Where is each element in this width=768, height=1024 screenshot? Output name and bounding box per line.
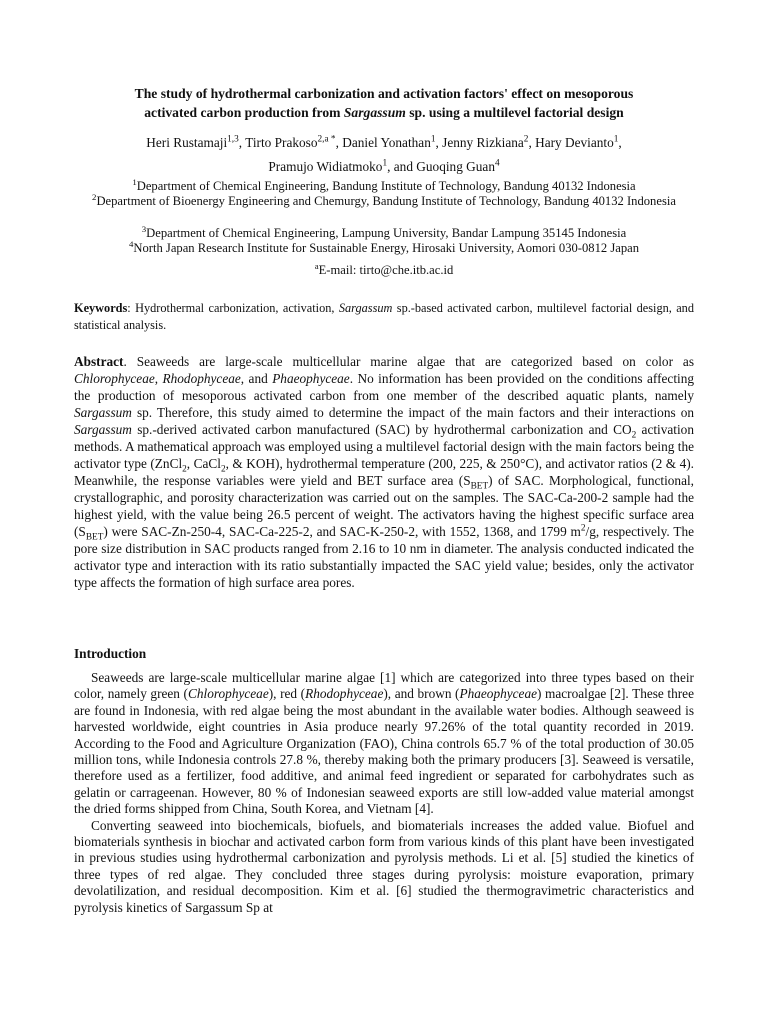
abstract-paragraph	[74, 353, 694, 591]
keywords-section	[74, 300, 694, 334]
email-text: E-mail: tirto@che.itb.ac.id	[318, 263, 454, 277]
author-sep: ,	[238, 135, 246, 150]
title-genus: Sargassum	[343, 105, 406, 120]
author-sep: ,	[435, 135, 443, 150]
author-sup: 2	[523, 134, 529, 145]
keywords-text: : Hydrothermal carbonization, activation,	[127, 301, 339, 315]
author-sup: 1	[382, 158, 388, 169]
introduction-section	[74, 670, 694, 916]
author-sep: ,	[335, 135, 343, 150]
affiliation-3	[70, 223, 698, 241]
author-sup: 2,a *	[317, 134, 336, 145]
author: Pramujo Widiatmoko	[268, 159, 383, 174]
affiliation-text: Department of Bioenergy Engineering and Chemurgy, Bandung Institute of Technology, Bandung 40132 Indonesia	[96, 194, 676, 208]
email-sup: a	[314, 260, 319, 271]
introduction-heading: Introduction	[74, 646, 147, 661]
affiliation-text: Department of Chemical Engineering, Bandung Institute of Technology, Bandung 40132 Indonesia	[136, 179, 636, 193]
contact-email	[70, 260, 698, 278]
author: Jenny Rizkiana	[442, 135, 524, 150]
author-line-2	[70, 155, 698, 179]
affiliation-sup: 2	[92, 191, 97, 202]
affiliation-sup: 3	[141, 223, 147, 234]
affiliation-sup: 1	[132, 176, 137, 187]
abstract-section	[74, 353, 694, 591]
author-sup: 1,3	[227, 134, 239, 145]
affiliation-sup: 4	[128, 238, 134, 249]
author: Heri Rustamaji	[146, 135, 228, 150]
keywords-paragraph	[74, 300, 694, 334]
author-sep: , and	[387, 159, 417, 174]
abstract-body: . Seaweeds are large-scale multicellular marine algae that are categorized based on color as Chlorophyceae, Rhodophyceae, and Phaeophyceae. No information has been provided on the conditions affecting the production of mesoporous activated carbon from one member of the described aquatic plants, namely Sargassum sp. Therefore, this study aimed to determine the impact of the main factors and their interactions on Sargassum sp.-derived activated carbon manufactured (SAC) by hydrothermal carbonization and $CO_2$ activation methods. A mathematical approach was employed using a multilevel factorial design with the main factors being the activator type (ZnCl$_2$, CaCl$_2$, & KOH), hydrothermal temperature (200, 225, & 250°C), and activator ratios (2 & 4). Meanwhile, the response variables were yield and BET surface area $(S_{BET})$ of SAC. Morphological, functional, crystallographic, and porosity characterization was carried out on the samples. The SAC-Ca-200-2 sample had the highest yield, with the value being 26.5 percent of weight. The activators having the highest specific surface area $(S_{BET})$ were SAC-Zn-250-4, SAC-Ca-225-2, and SAC-K-250-2, with 1552, 1368, and 1799 $m^2/g$, respectively. The pore size distribution in SAC products ranged from 2.16 to 10 nm in diameter. The analysis conducted indicated the activator type and interaction with its ratio substantially impacted the SAC yield value; besides, only the activator type affects the formation of high surface area pores.	[74, 354, 695, 590]
author-sup: 4	[494, 158, 500, 169]
affiliation-text: Department of Chemical Engineering, Lampung University, Bandar Lampung 35145 Indonesia	[146, 226, 627, 240]
author-list	[70, 131, 698, 179]
intro-paragraph-1: Seaweeds are large-scale multicellular marine algae [1] which are categorized into three types based on their color, namely green (Chlorophyceae), red (Rhodophyceae), and brown (Phaeophyceae) macroalgae [2]. These three are found in Indonesia, with red algae being the most abundant in the available water bodies. Although seaweed is harvested worldwide, eight countries in Asia produce nearly 97.26% of the total quantity recorded in 2019. According to the Food and Agriculture Organization (FAO), China controls 65.7 % of the total production of 30.05 million tons, while Indonesia controls 27.8 %, thereby making both the primary producers [3]. Seaweed is versatile, therefore used as a fertilizer, food additive, and animal feed ingredient or separated for carbohydrates such as gelatin or carrageenan. However, 80 % of Indonesian seaweed exports are still low-added value material amongst the dried forms shipped from China, South Korea, and Vietnam [4].	[74, 670, 694, 817]
author: Hary Devianto	[535, 135, 614, 150]
author-sup: 1	[613, 134, 619, 145]
abstract-label: Abstract	[74, 354, 124, 369]
paper-title	[70, 84, 698, 122]
affiliation-4	[70, 238, 698, 256]
author: Daniel Yonathan	[342, 135, 431, 150]
intro-paragraph-2: Converting seaweed into biochemicals, biofuels, and biomaterials increases the added value. Biofuel and biomaterials synthesis in biochar and activated carbon form from various kinds of this plant have been investigated in previous studies using hydrothermal carbonization and pyrolysis methods. Li et al. [5] studied the kinetics of three types of red algae. They concluded three stages during pyrolysis: moisture evaporation, primary devolatilization, and residual decomposition. Kim et al. [6] studied the thermogravimetric characteristics and pyrolysis kinetics of Sargassum Sp at	[74, 817, 694, 915]
title-line-1: The study of hydrothermal carbonization and activation factors' effect on mesoporous	[134, 86, 634, 101]
title-line-2	[70, 103, 698, 122]
affiliation-1	[70, 176, 698, 194]
keywords-label: Keywords	[74, 301, 128, 315]
author-sep: ,	[528, 135, 536, 150]
title-line-2-start: activated carbon production from	[144, 105, 344, 120]
author: Tirto Prakoso	[245, 135, 318, 150]
author-line-1	[70, 131, 698, 155]
affiliation-text: North Japan Research Institute for Sustainable Energy, Hirosaki University, Aomori 030-0812 Japan	[133, 241, 640, 255]
author-sup: 1	[430, 134, 436, 145]
author: Guoqing Guan	[416, 159, 495, 174]
keywords-text-end: sp.-based activated carbon, multilevel factorial design, and statistical analysis.	[74, 301, 694, 332]
affiliation-2	[70, 191, 698, 209]
author-sep: ,	[618, 135, 622, 150]
keywords-genus: Sargassum	[338, 301, 393, 315]
title-line-2-end: sp. using a multilevel factorial design	[405, 105, 624, 120]
